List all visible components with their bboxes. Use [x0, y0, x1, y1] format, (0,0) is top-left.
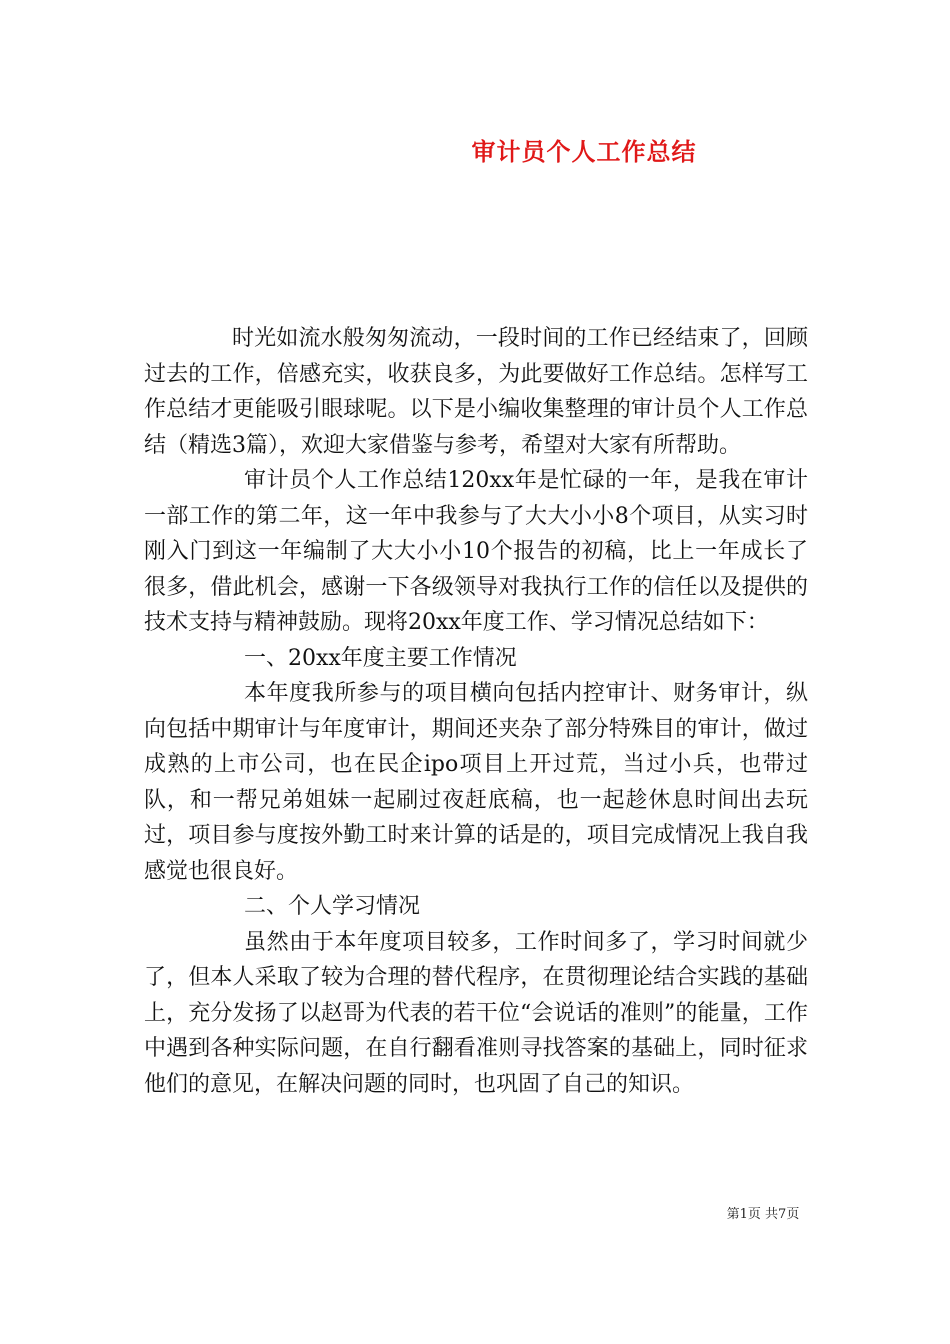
body-paragraph: 虽然由于本年度项目较多，工作时间多了，学习时间就少了，但本人采取了较为合理的替代程序，在贯彻理论结合实践的基础上，充分发扬了以赵哥为代表的若干位“会说话的准则”的能量，工作中遇到各种实际问题，在自行翻看准则寻找答案的基础上，同时征求他们的意见，在解决问题的同时，也巩固了自己的知识。	[144, 929, 808, 1097]
body-paragraph: 本年度我所参与的项目横向包括内控审计、财务审计，纵向包括中期审计与年度审计，期间还夹杂了部分特殊目的审计，做过成熟的上市公司，也在民企ipo项目上开过荒，当过小兵，也带过队，和一帮兄弟姐妹一起刷过夜赶底稿，也一起趁休息时间出去玩过，项目参与度按外勤工时来计算的话是的，项目完成情况上我自我感觉也很良好。	[144, 681, 808, 884]
document-body	[144, 321, 808, 1102]
document-title: 审计员个人工作总结	[471, 137, 697, 166]
page-number: 第1页 共7页	[726, 1207, 800, 1222]
section-heading-2: 二、个人学习情况	[244, 894, 421, 919]
section-heading-1: 一、20xx年度主要工作情况	[244, 645, 517, 671]
intro-paragraph: 时光如流水般匆匆流动，一段时间的工作已经结束了，回顾过去的工作，倍感充实，收获良多，为此要做好工作总结。怎样写工作总结才更能吸引眼球呢。以下是小编收集整理的审计员个人工作总结（精选3篇），欢迎大家借鉴与参考，希望对大家有所帮助。	[144, 326, 808, 458]
body-paragraph: 审计员个人工作总结120xx年是忙碌的一年，是我在审计一部工作的第二年，这一年中我参与了大大小小8个项目，从实习时刚入门到这一年编制了大大小小10个报告的初稿，比上一年成长了很多，借此机会，感谢一下各级领导对我执行工作的信任以及提供的技术支持与精神鼓励。现将20xx年度工作、学习情况总结如下：	[144, 468, 808, 635]
